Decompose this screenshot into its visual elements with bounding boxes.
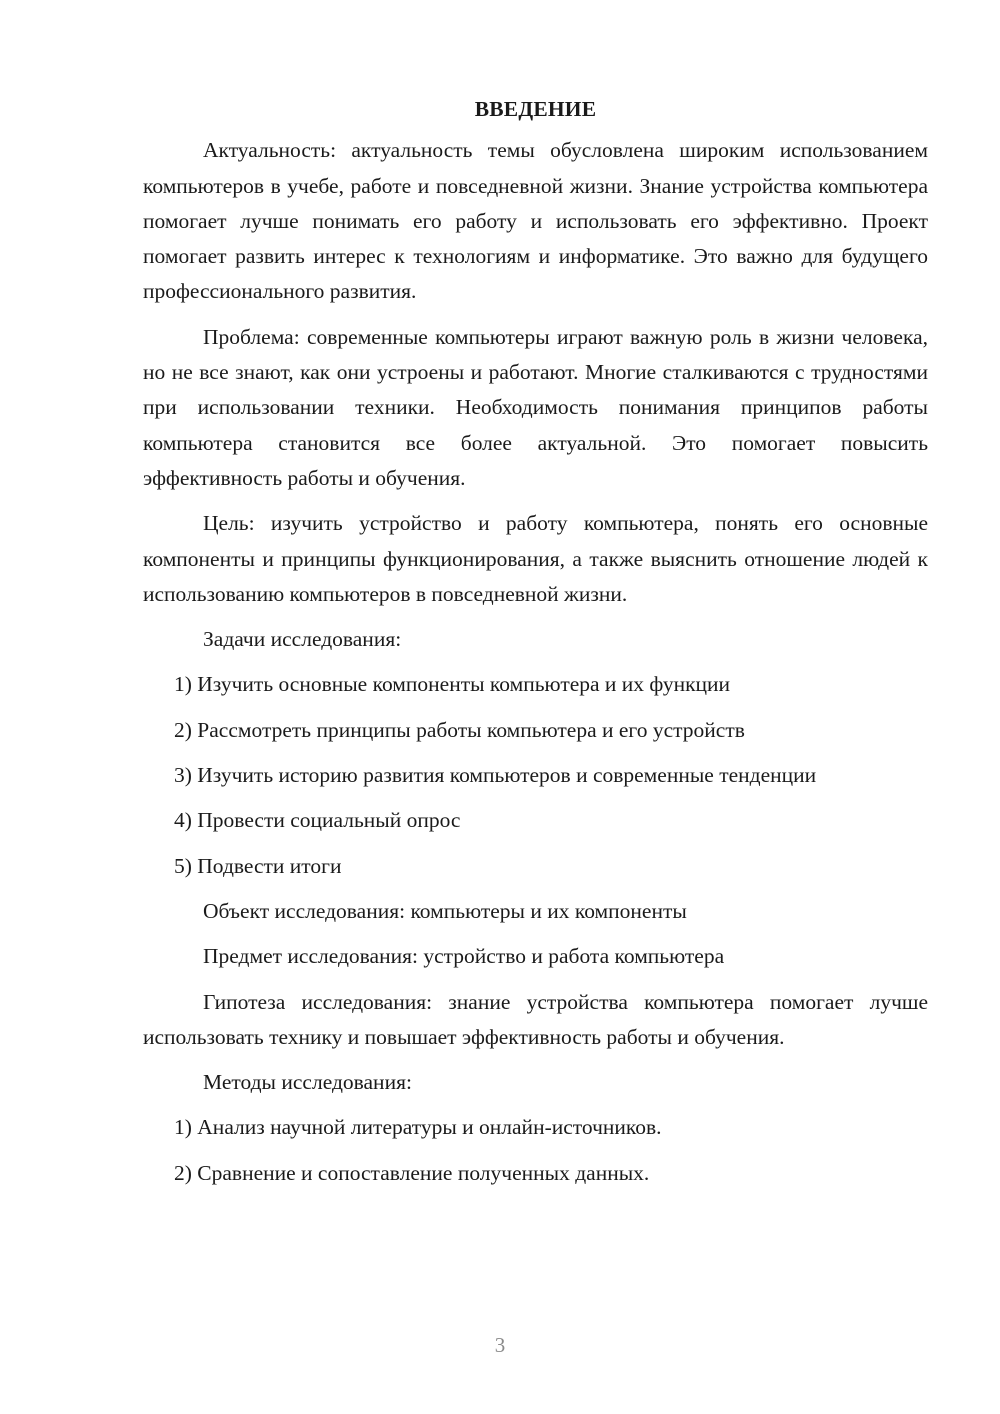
list-item: 2) Сравнение и сопоставление полученных данных. xyxy=(174,1160,650,1185)
tasks-heading: Задачи исследования: xyxy=(203,627,402,652)
research-subject: Предмет исследования: устройство и работа компьютера xyxy=(203,944,725,969)
document-body xyxy=(143,92,928,1201)
goal-paragraph: Цель: изучить устройство и работу компьютера, понять его основные компоненты и принципы функционирования, а также выяснить отношение людей к использованию компьютеров в повседневной жизни. xyxy=(143,511,928,606)
list-item: 5) Подвести итоги xyxy=(174,853,342,878)
tasks-list xyxy=(143,667,928,883)
methods-heading: Методы исследования: xyxy=(203,1070,412,1095)
page-number: 3 xyxy=(494,1333,506,1357)
list-item: 4) Провести социальный опрос xyxy=(174,808,461,833)
list-item: 3) Изучить историю развития компьютеров и современные тенденции xyxy=(174,763,817,788)
list-item: 2) Рассмотреть принципы работы компьютера и его устройств xyxy=(174,717,745,742)
relevance-paragraph: Актуальность: актуальность темы обусловлена широким использованием компьютеров в учебе, работе и повседневной жизни. Знание устройства компьютера помогает лучше понимать его работу и использовать его эффективно. Проект помогает развить интерес к технологиям и информатике. Это важно для будущего профессионального развития. xyxy=(143,138,928,304)
list-item: 1) Анализ научной литературы и онлайн-источников. xyxy=(174,1115,662,1140)
problem-paragraph: Проблема: современные компьютеры играют важную роль в жизни человека, но не все знают, как они устроены и работают. Многие сталкиваются с трудностями при использовании техники. Необходимость понимания принципов работы компьютера становится все более актуальной. Это помогает повысить эффективность работы и обучения. xyxy=(143,324,928,490)
research-object: Объект исследования: компьютеры и их компоненты xyxy=(203,898,687,923)
page-title: ВВЕДЕНИЕ xyxy=(474,97,597,121)
hypothesis-paragraph: Гипотеза исследования: знание устройства компьютера помогает лучше использовать технику и повышает эффективность работы и обучения. xyxy=(143,989,928,1049)
list-item: 1) Изучить основные компоненты компьютера и их функции xyxy=(174,672,731,697)
methods-list xyxy=(143,1110,928,1191)
